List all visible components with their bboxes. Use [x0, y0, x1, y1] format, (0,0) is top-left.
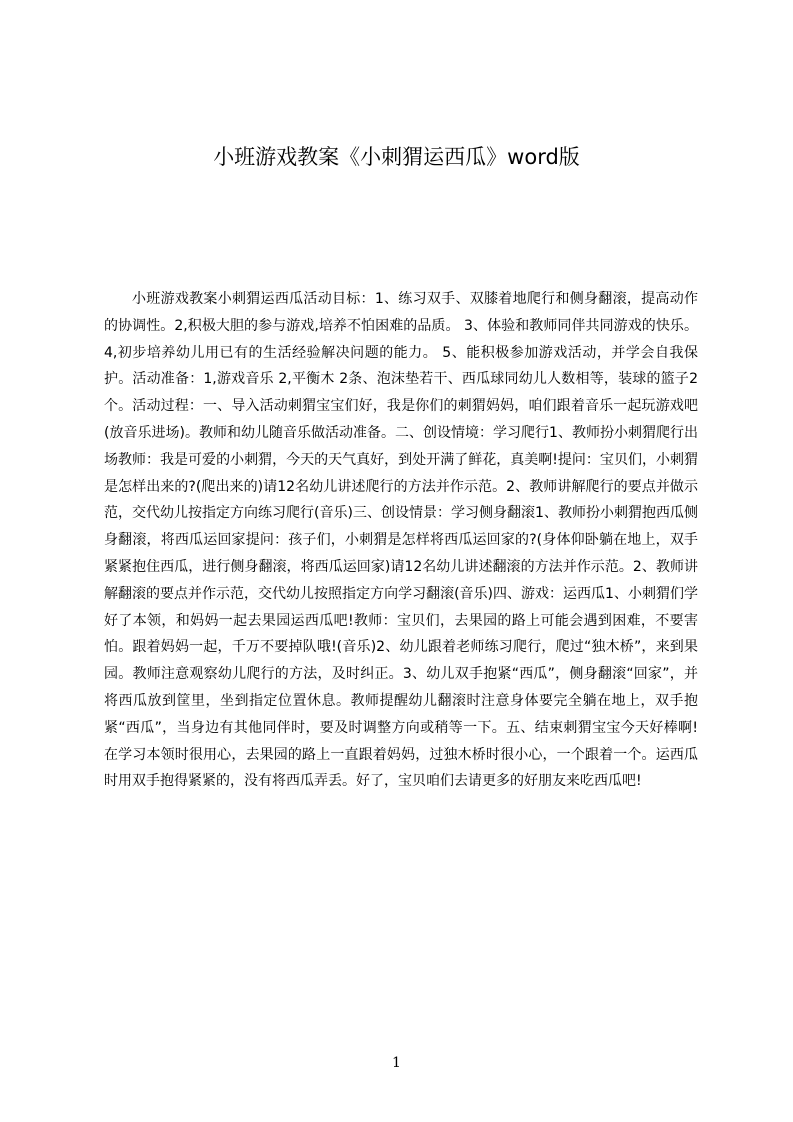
- document-body-paragraph: 小班游戏教案小刺猬运西瓜活动目标：1、练习双手、双膝着地爬行和侧身翻滚，提高动作的协调性。2,积极大胆的参与游戏,培养不怕困难的品质。 3、体验和教师同伴共同游戏的快乐。4,初步培养幼儿用已有的生活经验解决问题的能力。 5、能积极参加游戏活动，并学会自我保护。活动准备：1,游戏音乐 2,平衡木 2条、泡沫垫若干、西瓜球同幼儿人数相等，装球的篮子2个。活动过程：一、导入活动刺猬宝宝们好，我是你们的刺猬妈妈，咱们跟着音乐一起玩游戏吧(放音乐进场)。教师和幼儿随音乐做活动准备。二、创设情境：学习爬行1、教师扮小刺猬爬行出场教师：我是可爱的小刺猬，今天的天气真好，到处开满了鲜花，真美啊!提问：宝贝们，小刺猬是怎样出来的?(爬出来的)请12名幼儿讲述爬行的方法并作示范。2、教师讲解爬行的要点并做示范，交代幼儿按指定方向练习爬行(音乐)三、创设情景：学习侧身翻滚1、教师扮小刺猬抱西瓜侧身翻滚，将西瓜运回家提问：孩子们，小刺猬是怎样将西瓜运回家的?(身体仰卧躺在地上，双手紧紧抱住西瓜，进行侧身翻滚，将西瓜运回家)请12名幼儿讲述翻滚的方法并作示范。2、教师讲解翻滚的要点并作示范，交代幼儿按照指定方向学习翻滚(音乐)四、游戏：运西瓜1、小刺猬们学好了本领，和妈妈一起去果园运西瓜吧!教师：宝贝们，去果园的路上可能会遇到困难，不要害怕。跟着妈妈一起，千万不要掉队哦!(音乐)2、幼儿跟着老师练习爬行，爬过“独木桥”，来到果园。教师注意观察幼儿爬行的方法，及时纠正。3、幼儿双手抱紧“西瓜”，侧身翻滚“回家”，并将西瓜放到筐里，坐到指定位置休息。教师提醒幼儿翻滚时注意身体要完全躺在地上，双手抱紧“西瓜”，当身边有其他同伴时，要及时调整方向或稍等一下。五、结束刺猬宝宝今天好棒啊!在学习本领时很用心，去果园的路上一直跟着妈妈，过独木桥时很小心，一个跟着一个。运西瓜时用双手抱得紧紧的，没有将西瓜弄丢。好了，宝贝咱们去请更多的好朋友来吃西瓜吧!: [104, 291, 698, 790]
- page-number: 1: [392, 1055, 401, 1071]
- document-title: 小班游戏教案《小刺猬运西瓜》word版: [213, 145, 580, 169]
